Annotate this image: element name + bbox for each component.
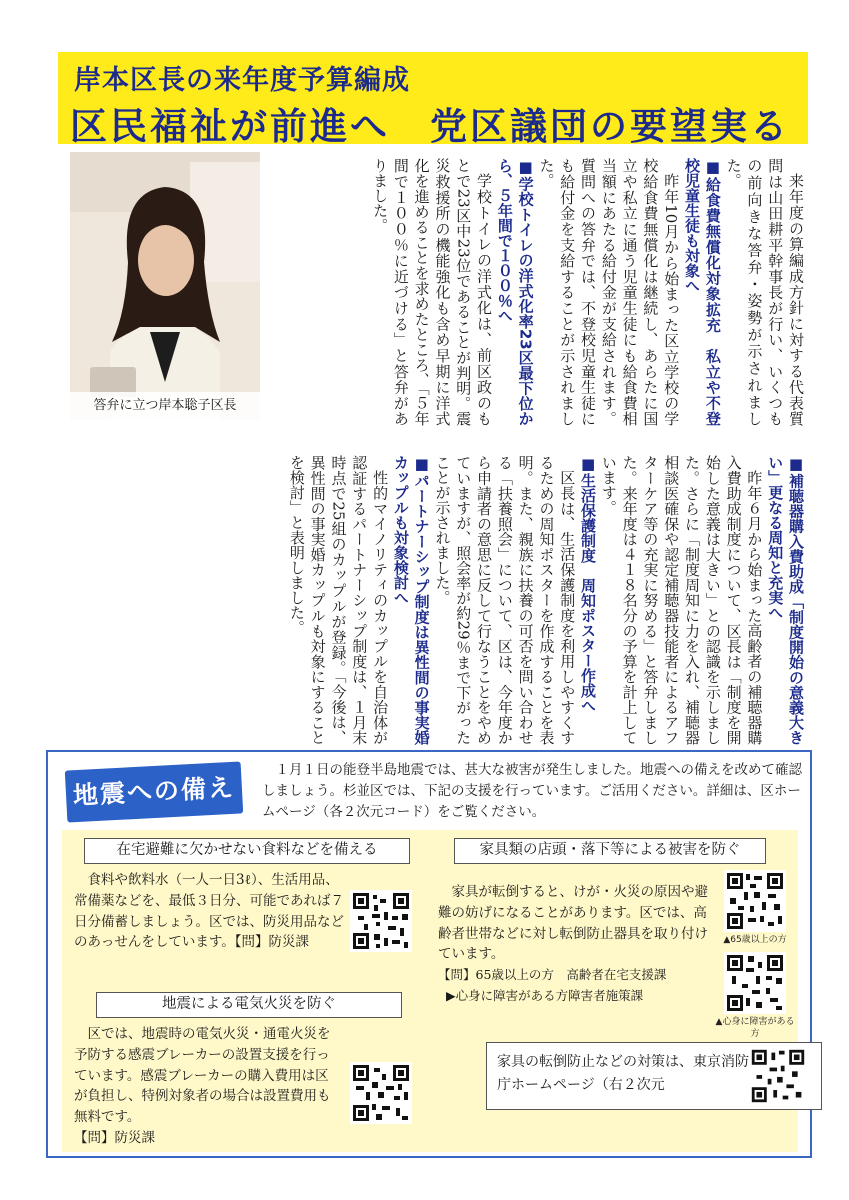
portrait-illustration [70, 152, 260, 420]
section-body-lunch: 昨年10月から始まった区立学校の学校給食費無償化は継続し、あらたに国立や私立に通う児童生徒にも給食費相当額にあたる給付金が支給されます。質問への答弁では、不登校児童生徒にも給付金を支給することが示されました。 [537, 158, 681, 426]
mayor-photo [70, 152, 260, 420]
box-title-food: 在宅避難に欠かせない食料などを備える [84, 838, 410, 864]
box-text-furniture-contact: 【問】65歳以上の方 高齢者在宅支援課 [438, 967, 667, 983]
photo-caption: 答弁に立つ岸本聡子区長 [70, 392, 260, 420]
qr-icon [350, 1062, 412, 1124]
tokyo-fire-text: 家具の転倒防止などの対策は、東京消防庁ホームページ（右２次元 [497, 1054, 749, 1093]
article-bottom [62, 455, 806, 745]
box-text-food-line: 食料や飲料水（一人一日3ℓ）、生活用品、常備薬などを、最低３日分、可能であれば７日分備蓄しましょう。区では、防災用品などのあっせんをしています。【問】防災課 [74, 872, 344, 951]
earthquake-intro: １月１日の能登半島地震では、甚大な被害が発生しました。地震への備えを改めて確認しましょう。杉並区では、下記の支援を行っています。ご活用ください。詳細は、区ホームページ（各２次元コード）をご覧ください。 [262, 762, 802, 820]
box-text-furniture-line: 家具が転倒すると、けが・火災の原因や避難の妨げになることがあります。区では、高齢者世帯などに対し転倒防止器具を取り付けています。 [438, 884, 708, 963]
article-top [270, 158, 806, 426]
earthquake-section [46, 750, 812, 1158]
section-heading-welfare: ■生活保護制度 周知ポスター作成へ [579, 455, 598, 713]
tokyo-fire-box [486, 1042, 822, 1110]
box-text-furniture-contact2: ▶心身に障害がある方障害者施策課 [446, 987, 644, 1003]
qr-label-elderly: ▲65歳以上の方 [723, 935, 787, 945]
section-heading-lunch: ■給食費無償化対象拡充 私立や不登校児童生徒も対象へ [683, 158, 722, 426]
section-heading-partnership: ■パートナーシップ制度は異性間の事実婚カップルも対象検討へ [391, 455, 431, 745]
qr-icon [724, 952, 786, 1014]
section-heading-hearing: ■補聴器購入費助成「制度開始の意義大きい」更なる周知と充実へ [766, 455, 805, 745]
headline-subtitle: 岸本区長の来年度予算編成 [74, 65, 410, 96]
box-text-fire-line: 区では、地震時の電気火災・通電火災を予防する感震ブレーカーの設置支援を行っています。感震ブレーカーの購入費用は区が負担し、特例対象者の場合は設置費用も無料です。 [74, 1026, 331, 1126]
qr-code-disability[interactable] [724, 952, 786, 1014]
qr-code-food[interactable] [350, 890, 412, 952]
section-body-partnership: 性的マイノリティのカップルを自治体が認証するパートナーシップ制度は、１月末時点で25組のカップルが登録。「今後は、異性間の事実婚カップルも対象にすることを検討」と表明しました。 [287, 455, 390, 745]
box-text-furniture [438, 882, 714, 1007]
section-body-toilet: 学校トイレの洋式化は、前区政のもとで23区中23位であることが判明。震災救援所の機能強化も含め早期に洋式化を進めることを求めたところ、「５年間で１００％に近づける」と答弁がありました。 [371, 158, 494, 426]
earthquake-badge: 地震への備え [65, 761, 243, 822]
section-body-hearing: 昨年６月から始まった高齢者の補聴器購入費助成制度について、区長は「制度を開始した意義は大きい」との認識を示しました。さらに「制度周知に力を入れ、補聴器相談医確保や認定補聴器技能者によるアフターケア等の充実に努める」と答弁しました。来年度は４１８名分の予算を計上しています。 [599, 455, 764, 745]
box-text-fire-contact: 【問】防災課 [74, 1129, 155, 1146]
box-text-fire [74, 1024, 338, 1149]
qr-icon [724, 870, 786, 932]
qr-code-elderly[interactable] [724, 870, 786, 932]
section-heading-toilet: ■学校トイレの洋式化率23区最下位から、５年間で１００％へ [495, 158, 535, 426]
qr-label-disability: ▲心身に障害がある方 [715, 1017, 795, 1039]
box-title-furniture: 家具類の店頭・落下等による被害を防ぐ [454, 838, 766, 864]
box-text-food [74, 870, 344, 953]
qr-icon [350, 890, 412, 952]
qr-code-tokyo[interactable] [749, 1047, 807, 1105]
headline-title: 区民福祉が前進へ 党区議団の要望実る [70, 105, 790, 148]
qr-code-fire[interactable] [350, 1062, 412, 1124]
qr-icon [749, 1047, 807, 1105]
box-title-fire: 地震による電気火災を防ぐ [96, 992, 402, 1018]
headline-banner [58, 52, 808, 148]
article-intro: 来年度の算編成方針に対する代表質問は山田耕平幹事長が行い、いくつもの前向きな答弁・姿勢が示されました。 [724, 158, 805, 426]
section-body-welfare: 区長は、生活保護制度を利用しやすくするための周知ポスターを作成することを表明。また、親族に扶養の可否を問い合わせる「扶養照会」について、区は、今年度から申請者の意思に反して行なうことをやめていますが、照会率が約29％まで下がったことが示されました。 [433, 455, 577, 745]
